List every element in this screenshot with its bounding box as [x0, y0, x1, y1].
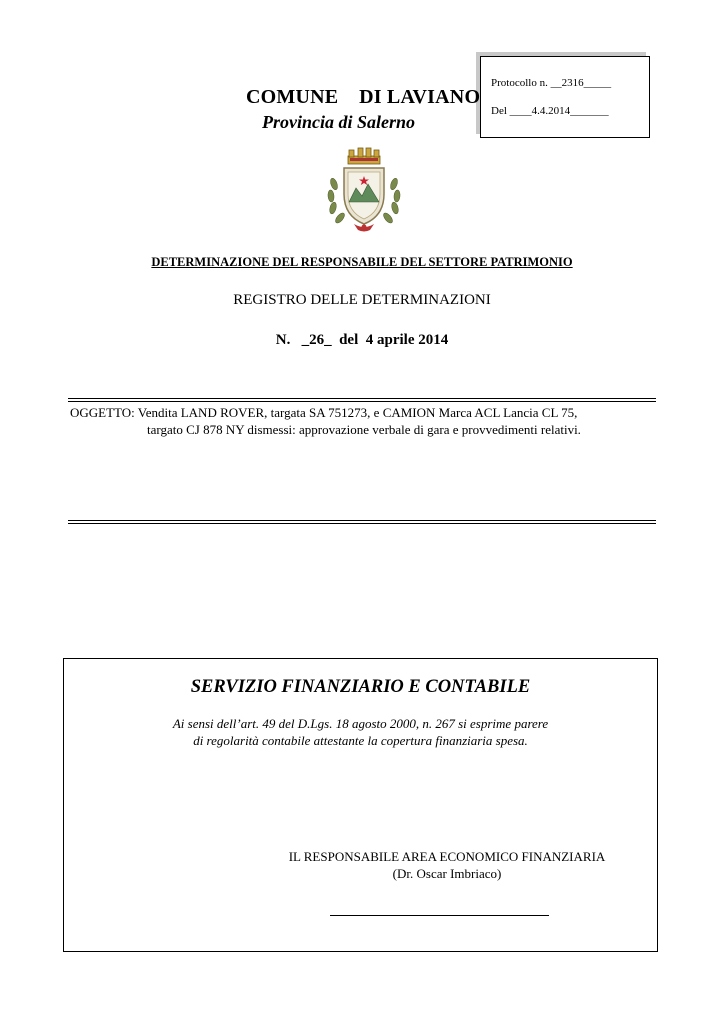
comune-title: COMUNE DI LAVIANO [246, 86, 481, 108]
protocol-date: Del ____4.4.2014_______ [491, 105, 609, 117]
double-rule-top [68, 398, 656, 402]
servizio-text-line-1: Ai sensi dell’art. 49 del D.Lgs. 18 agosto 2000, n. 267 si esprime parere [172, 716, 549, 731]
responsabile-role: IL RESPONSABILE AREA ECONOMICO FINANZIARIA [288, 849, 606, 864]
servizio-finanziario-box [63, 658, 658, 952]
servizio-title: SERVIZIO FINANZIARIO E CONTABILE [190, 677, 531, 697]
responsabile-name: (Dr. Oscar Imbriaco) [392, 866, 502, 881]
oggetto-section [70, 404, 660, 438]
protocol-box [480, 56, 650, 138]
coat-of-arms-icon [318, 144, 410, 236]
servizio-text-line-2: di regolarità contabile attestante la copertura finanziaria spesa. [193, 733, 528, 748]
servizio-text [64, 715, 657, 749]
oggetto-line-2: targato CJ 878 NY dismessi: approvazione verbale di gara e provvedimenti relativi. [147, 422, 581, 437]
determination-number: N. _26_ del 4 aprile 2014 [275, 332, 449, 348]
oggetto-line-1: OGGETTO: Vendita LAND ROVER, targata SA 751273, e CAMION Marca ACL Lancia CL 75, [70, 405, 578, 420]
protocol-number: Protocollo n. __2316_____ [491, 77, 612, 89]
double-rule-bottom [68, 520, 656, 524]
determination-title: DETERMINAZIONE DEL RESPONSABILE DEL SETTORE PATRIMONIO [151, 255, 573, 269]
signature-line [330, 915, 549, 916]
provincia-subtitle: Provincia di Salerno [262, 112, 416, 132]
registro-heading: REGISTRO DELLE DETERMINAZIONI [233, 292, 491, 308]
